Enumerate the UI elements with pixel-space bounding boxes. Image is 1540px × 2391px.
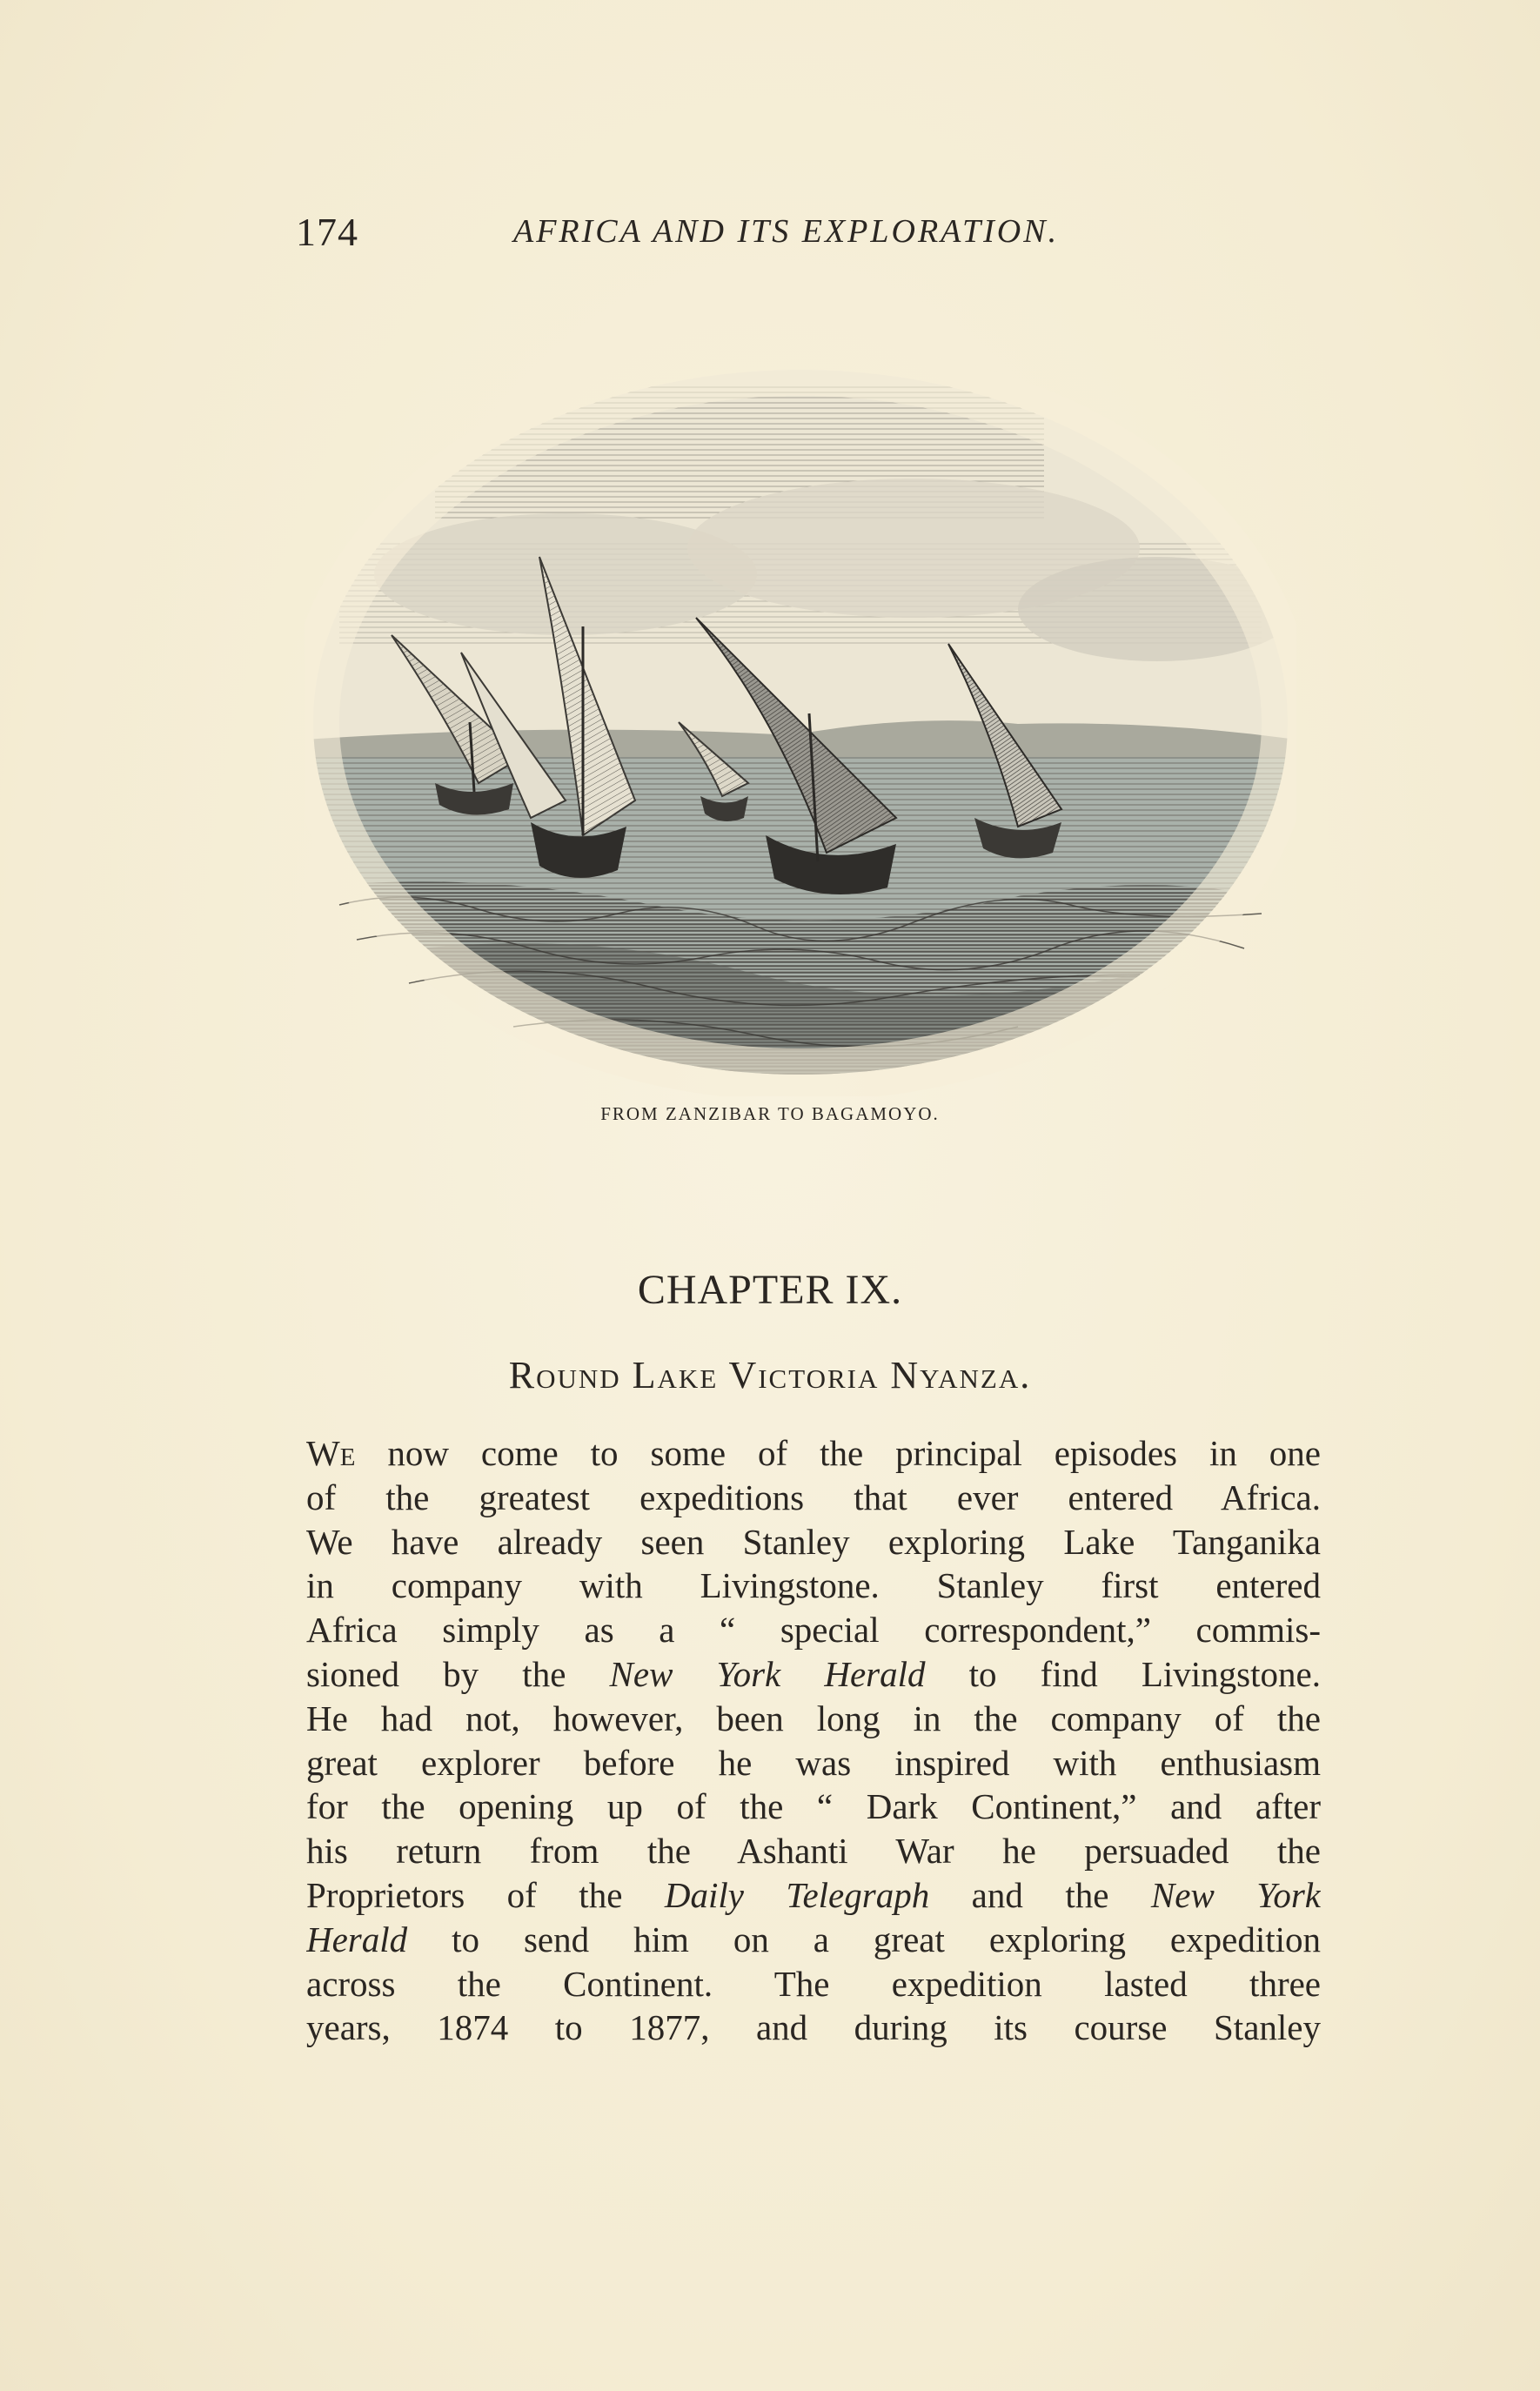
text-line [306,1608,1321,1652]
text-line [306,1785,1321,1829]
text-segment: sioned by the [306,1653,610,1694]
text-segment: in company with Livingstone. Stanley first entered [306,1565,1321,1606]
text-segment: now come to some of the principal episodes in one [355,1433,1321,1473]
text-line [306,1652,1321,1697]
text-line [306,1476,1321,1520]
text-segment: across the Continent. The expedition lasted three [306,1963,1321,2004]
text-segment: years, 1874 to 1877, and during its course Stanley [306,2007,1321,2048]
body-text [306,1431,1321,2050]
text-segment: Africa simply as a “ special correspondent,” commis- [306,1610,1321,1651]
text-line [306,1697,1321,1741]
text-line [306,2006,1321,2050]
text-line [306,1431,1321,1476]
text-line [306,1564,1321,1608]
running-head [296,209,1218,261]
text-segment: Herald [306,1919,408,1959]
text-segment: of the greatest expeditions that ever entered Africa. [306,1477,1321,1517]
text-segment: We [306,1433,356,1473]
text-segment: for the opening up of the “ Dark Continent,” and after [306,1786,1321,1827]
text-line [306,1741,1321,1785]
text-line [306,1962,1321,2006]
text-segment: Proprietors of the [306,1874,665,1915]
text-line [306,1918,1321,1962]
text-segment: Daily Telegraph [664,1874,930,1915]
engraving-dhows-sailing [305,348,1296,1096]
text-line [306,1829,1321,1873]
chapter-title: Round Lake Victoria Nyanza. [508,1354,1032,1396]
text-segment: his return from the Ashanti War he persuaded the [306,1831,1321,1872]
illustration-caption: FROM ZANZIBAR TO BAGAMOYO. [600,1103,940,1124]
text-segment: He had not, however, been long in the company of the [306,1698,1321,1738]
page-number: 174 [296,210,358,254]
text-segment: to send him on a great exploring expedition [407,1919,1321,1959]
text-segment: to find Livingstone. [925,1653,1321,1694]
text-segment: and the [929,1874,1151,1915]
text-line [306,1520,1321,1564]
text-segment: New York [1150,1874,1321,1915]
text-segment: We have already seen Stanley exploring Lake Tanganika [306,1521,1321,1562]
running-title: AFRICA AND ITS EXPLORATION. [513,213,1060,250]
text-segment: great explorer before he was inspired with enthusiasm [306,1742,1321,1783]
text-segment: New York Herald [609,1653,926,1694]
text-line [306,1873,1321,1918]
chapter-number: CHAPTER IX. [637,1267,903,1313]
